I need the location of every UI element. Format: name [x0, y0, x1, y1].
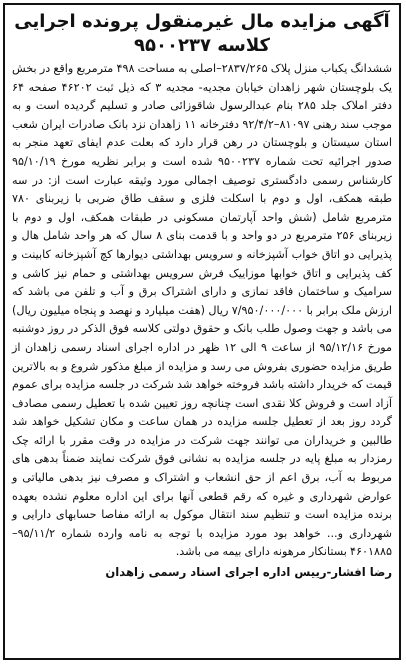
notice-signature: رضا افشار-رییس اداره اجرای اسناد رسمی زاهدان	[105, 565, 392, 580]
notice-body: ششدانگ یکباب منزل پلاک ۲۸۳۷/۲۶۵–اصلی به مساحت ۴۹۸ مترمربع واقع در بخش یک بلوچستان شهر زاهدان خیابان مجدیه- مجدیه ۳ که ذیل ثبت ۴۶۲۰۲ صفحه ۶۴ دفتر املاک جلد ۲۸۵ بنام عبدالرسول شاقوزائی صادر و تسلیم گردیده است و به موجب سند رهنی ۸۱۰۹۷–۹۲/۴/۲ دفترخانه ۱۱ زاهدان نزد بانک صادرات ایران شعب استان سیستان و بلوچستان در رهن قرار دارد که بعلت عدم ایفای تعهد منجر به صدور اجرائیه تحت شماره ۹۵۰۰۲۳۷ شده است و برابر نظریه مورخ ۹۵/۱۰/۱۹ کارشناس رسمی دادگستری توصیف اجمالی مورد وثیقه عبارت است از: در سه طبقه همکف، اول و دوم با اسکلت فلزی و سقف طاق ضربی با زیربنای ۷۸۰ مترمربع شامل (شش واحد آپارتمان مسکونی در طبقات همکف، اول و دوم با زیربنای ۲۵۶ مترمربع در دو واحد و با قدمت بنای ۸ سال که هر واحد شامل هال و پذیرایی دو اتاق خواب آشپزخانه و سرویس بهداشتی دیوارها کچ آشپزخانه کابینت و کف پذیرایی و اتاق خوابها موزاییک فرش سرویس بهداشتی و حمام نیز کاشی و سرامیک و ساختمان فاقد نمازی و دارای اشتراک برق و آب و تلفن می باشد که ارزش ملک برابر با ۷/۹۵۰/۰۰۰/۰۰۰ ریال (هفت میلیارد و نهصد و پنجاه میلیون ریال) می باشد و جهت وصول طلب بانک و حقوق دولتی کلاسه فوق الذکر در روز دوشنبه مورخ ۹۵/۱۲/۱۶ از ساعت ۹ الی ۱۲ ظهر در اداره اجرای اسناد رسمی زاهدان از طریق مزایده حضوری بفروش می رسد و مزایده از مبلغ مذکور شروع و به بالاترین قیمت که خریدار داشته باشد فروخته خواهد شد شرکت در جلسه مزایده برای عموم آزاد است و فروش کلا نقدی است چنانچه روز تعیین شده با تعطیل رسمی مصادف گردد روز بعد از تعطیل جلسه مزایده در همان ساعت و مکان تشکیل خواهد شد طالبین و خریداران می توانند جهت شرکت در مزایده در وقت مقرر با ارائه چک رمزدار به مبلغ پایه در جلسه مزایده به نشانی فوق شرکت نمایند ضمناً بدهی های مربوط به آب، برق اعم از حق انشعاب و اشتراک و مصرف نیز بدهی مالیاتی و عوارض شهرداری و غیره که رقم قطعی آنها برای این اداره معلوم نشده بعهده برنده مزایده است و تنظیم سند انتقال موکول به ارائه مفاصا حسابهای دارایی و شهرداری و... خواهد بود مورد مزایده با توجه به نامه وارده شماره ۹۵/۱۱/۲–۴۶۰۱۸۸۵ بستانکار مرهونه دارای بیمه می باشد.	[12, 62, 393, 559]
case-number: کلاسه ۹۵۰۰۲۳۷	[134, 35, 270, 56]
notice-title: آگهی مزایده مال غیرمنقول پرونده اجرایی	[14, 11, 390, 32]
auction-notice	[3, 3, 401, 660]
notice-header	[12, 8, 392, 57]
